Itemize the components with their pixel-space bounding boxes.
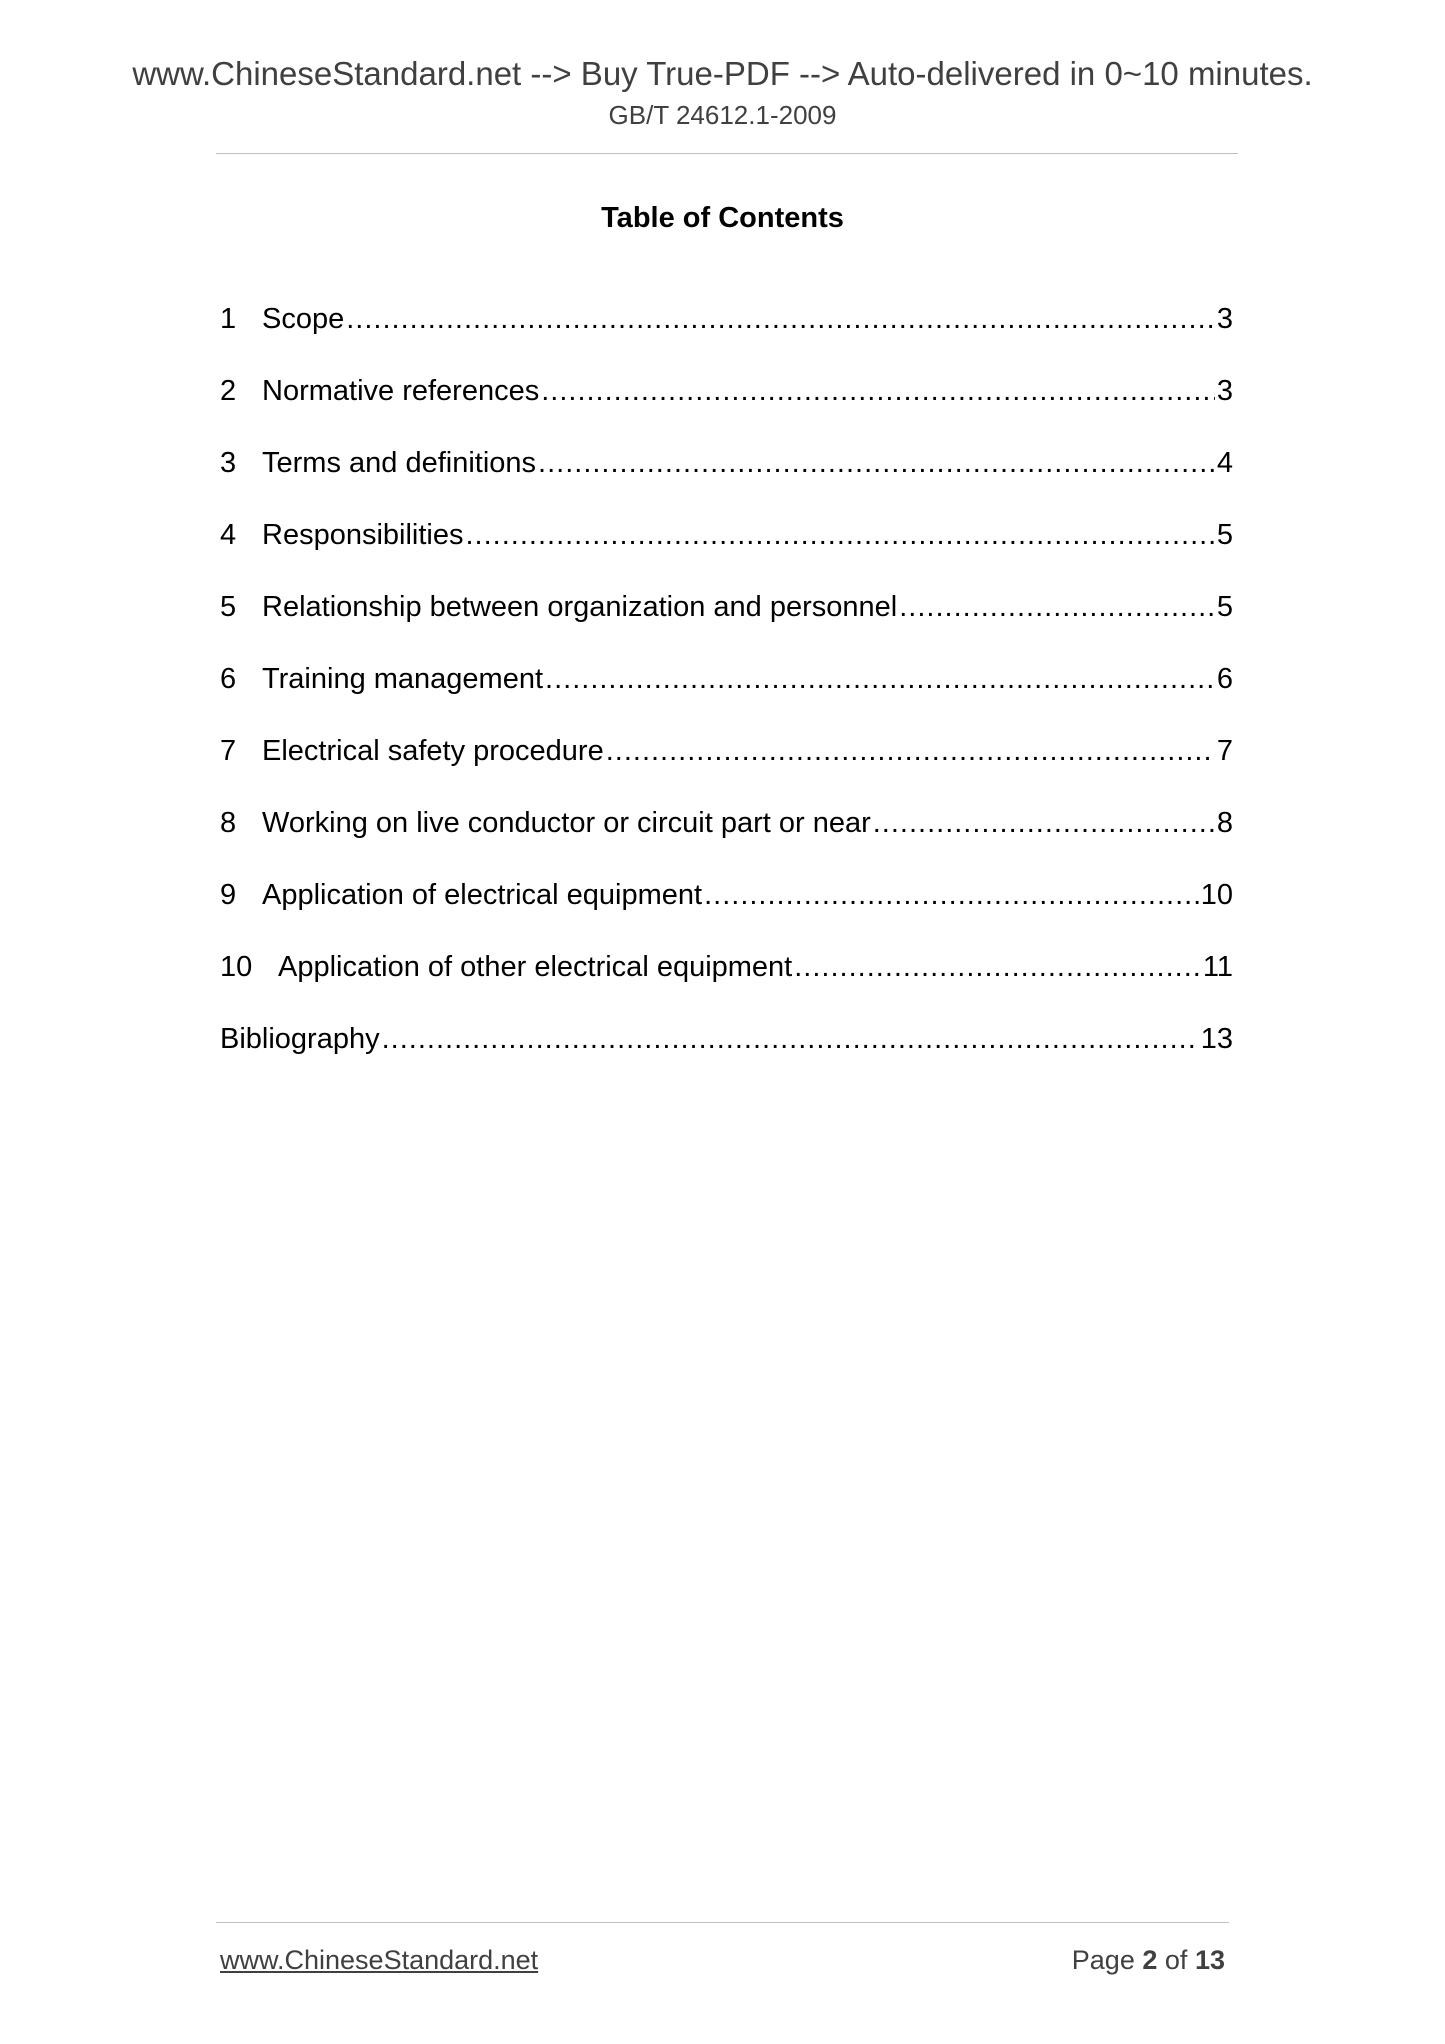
toc-entry-page: 6 — [1216, 663, 1233, 695]
toc-entry-application-of-other-electrical-equipment[interactable] — [220, 947, 1233, 1019]
page-prefix: Page — [1071, 1945, 1135, 1975]
toc-entry-label: Electrical safety procedure — [262, 735, 604, 767]
toc-entry-training-management[interactable] — [220, 659, 1233, 731]
total-pages-number: 13 — [1194, 1945, 1225, 1975]
toc-entry-page: 11 — [1202, 951, 1233, 983]
toc-dot-leader — [545, 659, 1215, 699]
toc-entry-terms-and-definitions[interactable] — [220, 443, 1233, 515]
toc-entry-label: Application of other electrical equipment — [278, 951, 793, 983]
toc-entry-bibliography[interactable] — [220, 1019, 1233, 1091]
toc-entry-label: Normative references — [262, 375, 540, 407]
toc-entry-page: 5 — [1216, 591, 1233, 623]
footer-divider — [216, 1922, 1229, 1923]
toc-dot-leader — [346, 299, 1215, 339]
toc-entry-application-of-electrical-equipment[interactable] — [220, 875, 1233, 947]
toc-entry-number: 7 — [220, 735, 237, 767]
toc-dot-leader — [538, 443, 1215, 483]
toc-entry-page: 7 — [1216, 735, 1233, 767]
header-divider — [216, 153, 1238, 154]
toc-entry-page: 13 — [1200, 1023, 1233, 1055]
toc-entry-number: 5 — [220, 591, 237, 623]
toc-dot-leader — [704, 875, 1199, 915]
toc-entry-label: Scope — [262, 303, 345, 335]
toc-entry-number: 9 — [220, 879, 237, 911]
toc-entry-normative-references[interactable] — [220, 371, 1233, 443]
toc-entry-page: 5 — [1216, 519, 1233, 551]
toc-entry-label: Training management — [262, 663, 544, 695]
current-page-number: 2 — [1142, 1945, 1158, 1975]
toc-list — [220, 299, 1233, 1091]
toc-entry-number: 10 — [220, 951, 253, 983]
page-separator: of — [1164, 1945, 1188, 1975]
toc-entry-number: 2 — [220, 375, 237, 407]
toc-entry-number: 3 — [220, 447, 237, 479]
toc-dot-leader — [382, 1019, 1199, 1059]
toc-entry-page: 8 — [1216, 807, 1233, 839]
toc-entry-electrical-safety-procedure[interactable] — [220, 731, 1233, 803]
toc-entry-number: 8 — [220, 807, 237, 839]
toc-entry-label: Relationship between organization and personnel — [262, 591, 898, 623]
page-footer — [220, 1943, 1225, 1977]
toc-title: Table of Contents — [601, 202, 844, 234]
toc-entry-number: 4 — [220, 519, 237, 551]
toc-entry-relationship[interactable] — [220, 587, 1233, 659]
toc-dot-leader — [873, 803, 1215, 843]
toc-dot-leader — [541, 371, 1215, 411]
toc-entry-working-on-live-conductor[interactable] — [220, 803, 1233, 875]
toc-entry-label: Terms and definitions — [262, 447, 537, 479]
toc-entry-page: 10 — [1200, 879, 1233, 911]
toc-entry-label: Working on live conductor or circuit part or near — [262, 807, 871, 839]
toc-entry-page: 3 — [1216, 303, 1233, 335]
toc-dot-leader — [606, 731, 1215, 771]
toc-entry-scope[interactable] — [220, 299, 1233, 371]
toc-entry-label: Application of electrical equipment — [262, 879, 703, 911]
page-indicator — [1072, 1943, 1225, 1977]
toc-dot-leader — [899, 587, 1215, 627]
toc-entry-responsibilities[interactable] — [220, 515, 1233, 587]
standard-code: GB/T 24612.1-2009 — [608, 100, 837, 130]
toc-entry-number: 6 — [220, 663, 237, 695]
footer-website-link[interactable]: www.ChineseStandard.net — [220, 1945, 539, 1975]
toc-entry-page: 3 — [1216, 375, 1233, 407]
header-banner: www.ChineseStandard.net --> Buy True-PDF --> Auto-delivered in 0~10 minutes. — [132, 55, 1313, 92]
toc-entry-page: 4 — [1216, 447, 1233, 479]
toc-entry-label: Responsibilities — [262, 519, 464, 551]
toc-entry-label: Bibliography — [220, 1023, 380, 1055]
toc-dot-leader — [466, 515, 1215, 555]
page-header — [0, 54, 1445, 132]
toc-entry-number: 1 — [220, 303, 237, 335]
toc-dot-leader — [794, 947, 1201, 987]
